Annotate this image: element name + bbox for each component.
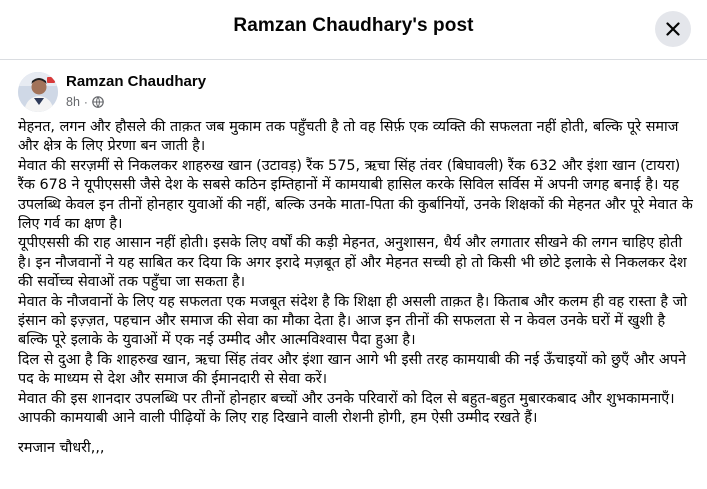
post-signature: रमजान चौधरी,,, bbox=[18, 439, 105, 456]
post-paragraph: यूपीएससी की राह आसान नहीं होती। इसके लिए वर्षों की कड़ी मेहनत, अनुशासन, धैर्य और लगातार सीखने की लगन चाहिए होती है। इन नौजवानों ने यह साबित कर दिया कि अगर इरादे मज़बूत हों और मेहनत सच्ची हो तो किसी भी छोटे इलाके से निकलकर देश की सर्वोच्च सेवाओं तक पहुँचा जा सकता है। bbox=[18, 235, 687, 291]
post-paragraph: मेवात की इस शानदार उपलब्धि पर तीनों होनहार बच्चों और उनके परिवारों को दिल से बहुत-बहुत मुबारकबाद और शुभकामनाएँ। bbox=[18, 390, 675, 407]
avatar[interactable] bbox=[18, 72, 58, 112]
dialog-title: Ramzan Chaudhary's post bbox=[233, 15, 474, 36]
post-header bbox=[18, 70, 618, 114]
close-icon bbox=[666, 22, 680, 36]
globe-icon[interactable] bbox=[92, 96, 104, 108]
post-paragraph: आपकी कामयाबी आने वाली पीढ़ियों के लिए राह दिखाने वाली रोशनी होगी, हम ऐसी उम्मीद रखते हैं। bbox=[18, 410, 538, 427]
post-paragraph: मेवात के नौजवानों के लिए यह सफलता एक मजबूत संदेश है कि शिक्षा ही असली ताक़त है। किताब और कलम ही वह रास्ता है जो इंसान को इज़्ज़त, पहचान और समाज की सेवा का मौका देता है। आज इन तीनों की सफलता से न केवल उनके घरों में खुशी है बल्कि पूरे इलाके के युवाओं में एक नई उम्मीद और आत्मविश्वास पैदा हुआ है। bbox=[18, 293, 688, 349]
close-button[interactable] bbox=[655, 11, 691, 47]
post-timestamp[interactable]: 8h bbox=[66, 95, 80, 109]
post-text bbox=[18, 118, 694, 458]
post-author[interactable]: Ramzan Chaudhary bbox=[66, 73, 207, 90]
post-dialog-header bbox=[0, 0, 707, 60]
post-paragraph: मेवात की सरज़मीं से निकलकर शाहरुख खान (उटावड़) रैंक 575, ऋचा सिंह तंवर (बिघावली) रैंक 632 और इंशा खान (टायरा) रैंक 678 ने यूपीएससी जैसे देश के सबसे कठिन इम्तिहानों में कामयाबी हासिल करके सिविल सर्विस में अपनी जगह बनाई है। यह उपलब्धि केवल इन तीनों होनहार युवाओं की नहीं, बल्कि उनके माता-पिता की कुर्बानियों, उनके शिक्षकों की मेहनत और पूरे मेवात के लिए गर्व का क्षण है। bbox=[18, 157, 693, 233]
post-meta bbox=[66, 94, 104, 110]
profile-photo bbox=[18, 72, 58, 112]
meta-separator: · bbox=[83, 95, 88, 109]
post-paragraph: मेहनत, लगन और हौसले की ताक़त जब मुकाम तक पहुँचती है तो वह सिर्फ़ एक व्यक्ति की सफलता नहीं होती, बल्कि पूरे समाज और क्षेत्र के लिए प्रेरणा बन जाती है। bbox=[18, 119, 679, 155]
post-paragraph: दिल से दुआ है कि शाहरुख खान, ऋचा सिंह तंवर और इंशा खान आगे भी इसी तरह कामयाबी की नई ऊँचाइयों को छुएँ और अपने पद के माध्यम से देश और समाज की ईमानदारी से सेवा करें। bbox=[18, 351, 687, 388]
